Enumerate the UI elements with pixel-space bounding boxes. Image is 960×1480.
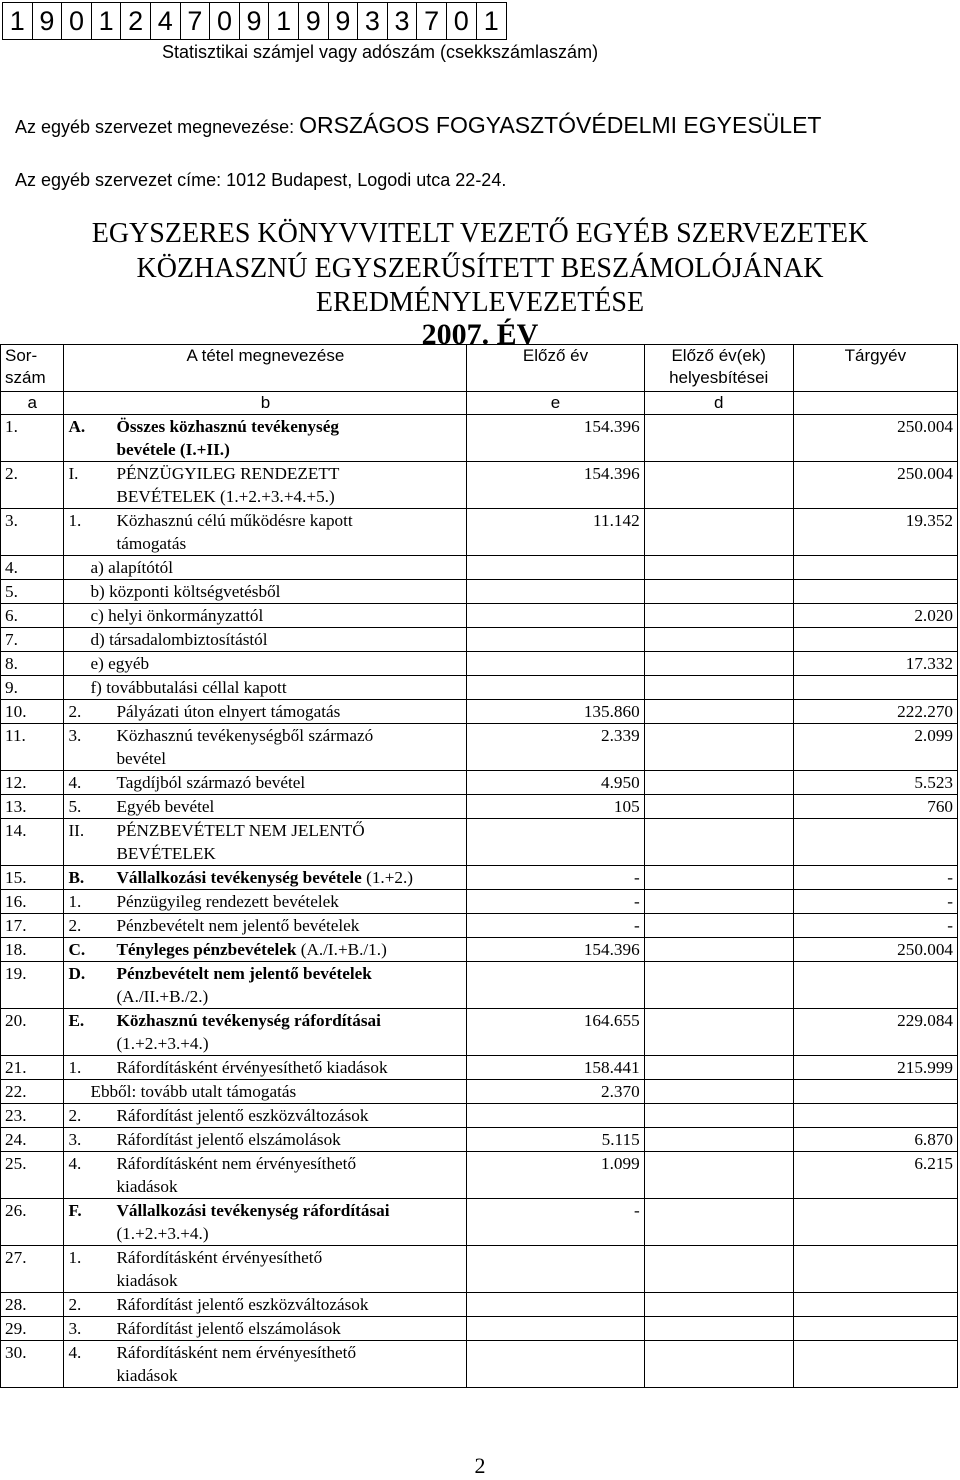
row-item-index: I. bbox=[68, 464, 79, 483]
row-value-cur: 2.099 bbox=[793, 724, 957, 771]
row-number: 30. bbox=[1, 1341, 64, 1388]
org-address-value: 1012 Budapest, Logodi utca 22-24. bbox=[226, 170, 507, 190]
table-row bbox=[1, 1293, 958, 1317]
row-item-text: Vállalkozási tevékenység bevétele bbox=[116, 868, 362, 887]
row-item-name bbox=[64, 819, 467, 866]
row-value-corr bbox=[644, 938, 793, 962]
row-value-prev: - bbox=[467, 890, 644, 914]
tax-id-caption: Statisztikai számjel vagy adószám (csekkszámlaszám) bbox=[161, 42, 599, 62]
table-row bbox=[1, 1246, 958, 1293]
tax-id-digit: 7 bbox=[417, 3, 447, 39]
row-item-text: PÉNZÜGYILEG RENDEZETT bbox=[116, 464, 340, 483]
row-value-prev bbox=[467, 580, 644, 604]
row-item-continuation: BEVÉTELEK bbox=[116, 844, 216, 863]
org-address-line bbox=[15, 170, 506, 191]
tax-id-digit: 3 bbox=[358, 3, 388, 39]
row-value-corr bbox=[644, 724, 793, 771]
table-row bbox=[1, 1009, 958, 1056]
table-row bbox=[1, 914, 958, 938]
row-item-index: 4. bbox=[68, 1154, 82, 1173]
row-value-cur bbox=[793, 580, 957, 604]
row-number: 12. bbox=[1, 771, 64, 795]
row-number: 21. bbox=[1, 1056, 64, 1080]
row-value-cur: 17.332 bbox=[793, 652, 957, 676]
table-row bbox=[1, 652, 958, 676]
row-item-name bbox=[64, 700, 467, 724]
row-value-prev: 158.441 bbox=[467, 1056, 644, 1080]
row-item-text: Pénzbevételt nem jelentő bevételek bbox=[116, 964, 372, 983]
row-item-name bbox=[64, 676, 467, 700]
org-name-value: ORSZÁGOS FOGYASZTÓVÉDELMI EGYESÜLET bbox=[299, 112, 822, 138]
row-value-cur: 6.870 bbox=[793, 1128, 957, 1152]
table-row bbox=[1, 724, 958, 771]
row-item-index: 1. bbox=[68, 1248, 82, 1267]
row-item-name bbox=[64, 604, 467, 628]
row-item-name bbox=[64, 914, 467, 938]
row-number: 3. bbox=[1, 509, 64, 556]
row-value-corr bbox=[644, 1056, 793, 1080]
org-name-line bbox=[15, 112, 821, 139]
row-item-text: Egyéb bevétel bbox=[116, 797, 215, 816]
row-value-cur bbox=[793, 628, 957, 652]
table-row bbox=[1, 604, 958, 628]
row-item-name bbox=[64, 652, 467, 676]
row-value-prev: 5.115 bbox=[467, 1128, 644, 1152]
header-sorszam: Sor- szám bbox=[1, 345, 64, 392]
row-value-prev: 105 bbox=[467, 795, 644, 819]
row-item-index: A. bbox=[68, 417, 86, 436]
row-item-name bbox=[64, 866, 467, 890]
row-number: 19. bbox=[1, 962, 64, 1009]
row-value-cur bbox=[793, 1317, 957, 1341]
row-value-cur bbox=[793, 1080, 957, 1104]
row-item-index: 3. bbox=[68, 1319, 82, 1338]
tax-id-digit: 0 bbox=[210, 3, 240, 39]
tax-id-digit: 1 bbox=[92, 3, 122, 39]
row-item-name bbox=[64, 938, 467, 962]
row-number: 27. bbox=[1, 1246, 64, 1293]
table-row bbox=[1, 795, 958, 819]
row-item-name bbox=[64, 415, 467, 462]
table-row bbox=[1, 1128, 958, 1152]
row-value-corr bbox=[644, 1246, 793, 1293]
tax-id-digit: 1 bbox=[3, 3, 33, 39]
row-item-text: Közhasznú célú működésre kapott bbox=[116, 511, 353, 530]
row-value-corr bbox=[644, 962, 793, 1009]
row-item-text: Tagdíjból származó bevétel bbox=[116, 773, 306, 792]
row-number: 4. bbox=[1, 556, 64, 580]
letter-empty bbox=[793, 392, 957, 415]
row-item-index: 1. bbox=[68, 511, 82, 530]
tax-id-digit: 2 bbox=[121, 3, 151, 39]
row-value-corr bbox=[644, 1341, 793, 1388]
row-value-prev bbox=[467, 1317, 644, 1341]
table-row bbox=[1, 1199, 958, 1246]
row-value-corr bbox=[644, 914, 793, 938]
table-row bbox=[1, 890, 958, 914]
row-item-text: Ráfordításként nem érvényesíthető bbox=[116, 1343, 357, 1362]
row-item-index: 2. bbox=[68, 1106, 82, 1125]
row-item-name bbox=[64, 580, 467, 604]
row-item-index: E. bbox=[68, 1011, 85, 1030]
row-value-corr bbox=[644, 795, 793, 819]
row-value-prev: 2.370 bbox=[467, 1080, 644, 1104]
row-value-prev: 2.339 bbox=[467, 724, 644, 771]
row-value-corr bbox=[644, 580, 793, 604]
row-item-continuation: kiadások bbox=[116, 1366, 178, 1385]
row-value-prev bbox=[467, 604, 644, 628]
letter-e: e bbox=[467, 392, 644, 415]
row-value-corr bbox=[644, 819, 793, 866]
row-number: 1. bbox=[1, 415, 64, 462]
row-item-text: c) helyi önkormányzattól bbox=[90, 606, 264, 625]
row-item-name bbox=[64, 795, 467, 819]
row-number: 23. bbox=[1, 1104, 64, 1128]
row-number: 6. bbox=[1, 604, 64, 628]
row-value-cur: - bbox=[793, 890, 957, 914]
row-value-corr bbox=[644, 890, 793, 914]
row-item-name bbox=[64, 1009, 467, 1056]
row-value-prev: 135.860 bbox=[467, 700, 644, 724]
row-value-prev: - bbox=[467, 914, 644, 938]
row-item-text: e) egyéb bbox=[90, 654, 150, 673]
row-item-index: 5. bbox=[68, 797, 82, 816]
row-number: 16. bbox=[1, 890, 64, 914]
row-value-cur: 19.352 bbox=[793, 509, 957, 556]
row-item-index: 2. bbox=[68, 916, 82, 935]
row-number: 11. bbox=[1, 724, 64, 771]
row-item-name bbox=[64, 890, 467, 914]
row-item-name bbox=[64, 1104, 467, 1128]
row-item-text: Ráfordításként érvényesíthető kiadások bbox=[116, 1058, 388, 1077]
row-value-cur: 250.004 bbox=[793, 415, 957, 462]
org-name-label: Az egyéb szervezet megnevezése: bbox=[15, 117, 295, 137]
row-value-cur bbox=[793, 1246, 957, 1293]
row-number: 9. bbox=[1, 676, 64, 700]
table-row bbox=[1, 628, 958, 652]
row-value-prev bbox=[467, 676, 644, 700]
row-item-name bbox=[64, 771, 467, 795]
row-value-cur: 6.215 bbox=[793, 1152, 957, 1199]
row-value-prev bbox=[467, 556, 644, 580]
table-row bbox=[1, 1152, 958, 1199]
tax-id-digit: 0 bbox=[447, 3, 477, 39]
page-number: 2 bbox=[474, 1453, 486, 1478]
row-value-prev: 154.396 bbox=[467, 462, 644, 509]
table-row bbox=[1, 962, 958, 1009]
row-item-index: 1. bbox=[68, 1058, 82, 1077]
tax-id-digit: 1 bbox=[483, 6, 499, 36]
row-value-prev bbox=[467, 1341, 644, 1388]
row-item-suffix: (A./I.+B./1.) bbox=[296, 940, 387, 959]
row-item-text: Tényleges pénzbevételek bbox=[116, 940, 297, 959]
row-value-corr bbox=[644, 1293, 793, 1317]
row-item-text: Vállalkozási tevékenység ráfordításai bbox=[116, 1201, 390, 1220]
row-number: 29. bbox=[1, 1317, 64, 1341]
table-row bbox=[1, 556, 958, 580]
row-value-corr bbox=[644, 628, 793, 652]
row-number: 26. bbox=[1, 1199, 64, 1246]
table-row bbox=[1, 1104, 958, 1128]
row-number: 13. bbox=[1, 795, 64, 819]
row-item-index: 2. bbox=[68, 1295, 82, 1314]
row-value-corr bbox=[644, 866, 793, 890]
row-number: 2. bbox=[1, 462, 64, 509]
row-value-cur: 250.004 bbox=[793, 462, 957, 509]
row-item-index: 2. bbox=[68, 702, 82, 721]
row-item-continuation: (1.+2.+3.+4.) bbox=[116, 1224, 209, 1243]
row-value-prev: 154.396 bbox=[467, 415, 644, 462]
row-number: 17. bbox=[1, 914, 64, 938]
tax-id-digit: 7 bbox=[181, 3, 211, 39]
row-item-continuation: bevétel bbox=[116, 749, 167, 768]
row-item-continuation: kiadások bbox=[116, 1177, 178, 1196]
row-item-text: Pályázati úton elnyert támogatás bbox=[116, 702, 341, 721]
table-row bbox=[1, 580, 958, 604]
row-item-continuation: BEVÉTELEK (1.+2.+3.+4.+5.) bbox=[116, 487, 335, 506]
row-number: 7. bbox=[1, 628, 64, 652]
row-item-name bbox=[64, 1152, 467, 1199]
row-number: 20. bbox=[1, 1009, 64, 1056]
table-row bbox=[1, 866, 958, 890]
row-value-prev bbox=[467, 1293, 644, 1317]
row-item-text: Közhasznú tevékenységből származó bbox=[116, 726, 374, 745]
row-value-prev: 154.396 bbox=[467, 938, 644, 962]
row-value-corr bbox=[644, 1152, 793, 1199]
row-item-name bbox=[64, 962, 467, 1009]
row-item-index: B. bbox=[68, 868, 85, 887]
row-item-text: PÉNZBEVÉTELT NEM JELENTŐ bbox=[116, 821, 365, 840]
report-title-line-1: EGYSZERES KÖNYVVITELT VEZETŐ EGYÉB SZERVEZETEK bbox=[91, 218, 869, 249]
row-value-cur: 2.020 bbox=[793, 604, 957, 628]
row-value-cur bbox=[793, 1293, 957, 1317]
tax-id-digit: 9 bbox=[33, 3, 63, 39]
row-number: 18. bbox=[1, 938, 64, 962]
table-row bbox=[1, 700, 958, 724]
row-item-text: Ráfordítást jelentő eszközváltozások bbox=[116, 1295, 369, 1314]
row-value-corr bbox=[644, 652, 793, 676]
row-item-index: II. bbox=[68, 821, 85, 840]
row-item-index: 3. bbox=[68, 726, 82, 745]
row-value-cur: 5.523 bbox=[793, 771, 957, 795]
row-value-corr bbox=[644, 1080, 793, 1104]
row-value-prev bbox=[467, 628, 644, 652]
row-item-text: a) alapítótól bbox=[90, 558, 174, 577]
row-value-corr bbox=[644, 1317, 793, 1341]
tax-id-digit: 3 bbox=[388, 3, 418, 39]
row-value-corr bbox=[644, 771, 793, 795]
tax-id-digit: 9 bbox=[299, 3, 329, 39]
row-item-suffix: (1.+2.) bbox=[361, 868, 414, 887]
letter-a: a bbox=[1, 392, 64, 415]
row-value-corr bbox=[644, 415, 793, 462]
row-number: 5. bbox=[1, 580, 64, 604]
row-item-name bbox=[64, 509, 467, 556]
row-item-index: 4. bbox=[68, 1343, 82, 1362]
header-previous-year: Előző év bbox=[467, 345, 644, 392]
row-item-name bbox=[64, 1341, 467, 1388]
row-value-cur bbox=[793, 1104, 957, 1128]
row-value-prev: - bbox=[467, 866, 644, 890]
tax-id-digit: 1 bbox=[269, 3, 299, 39]
report-title-line-3: EREDMÉNYLEVEZETÉSE bbox=[315, 287, 645, 318]
row-value-corr bbox=[644, 1009, 793, 1056]
row-number: 15. bbox=[1, 866, 64, 890]
report-year: 2007. ÉV bbox=[421, 318, 539, 351]
row-value-cur: 760 bbox=[793, 795, 957, 819]
row-value-cur bbox=[793, 676, 957, 700]
letter-d: d bbox=[644, 392, 793, 415]
row-item-index: 3. bbox=[68, 1130, 82, 1149]
row-value-corr bbox=[644, 1199, 793, 1246]
row-item-name bbox=[64, 1080, 467, 1104]
table-row bbox=[1, 938, 958, 962]
row-item-text: Ráfordítást jelentő eszközváltozások bbox=[116, 1106, 369, 1125]
row-value-cur: 250.004 bbox=[793, 938, 957, 962]
row-item-text: Pénzügyileg rendezett bevételek bbox=[116, 892, 339, 911]
row-item-name bbox=[64, 1293, 467, 1317]
tax-id-digit: 9 bbox=[329, 3, 359, 39]
row-item-text: Ráfordítást jelentő elszámolások bbox=[116, 1319, 341, 1338]
row-item-continuation: (1.+2.+3.+4.) bbox=[116, 1034, 209, 1053]
row-item-name bbox=[64, 1317, 467, 1341]
table-row bbox=[1, 1056, 958, 1080]
tax-id-boxes bbox=[2, 2, 507, 40]
row-item-name bbox=[64, 556, 467, 580]
row-number: 14. bbox=[1, 819, 64, 866]
row-item-name bbox=[64, 628, 467, 652]
row-item-continuation: kiadások bbox=[116, 1271, 178, 1290]
row-item-index: 1. bbox=[68, 892, 82, 911]
table-row bbox=[1, 415, 958, 462]
row-item-text: Összes közhasznú tevékenység bbox=[116, 417, 339, 436]
row-item-name bbox=[64, 1246, 467, 1293]
row-value-prev: 164.655 bbox=[467, 1009, 644, 1056]
tax-id-digit: 4 bbox=[151, 3, 181, 39]
report-title-line-2: KÖZHASZNÚ EGYSZERŰSÍTETT BESZÁMOLÓJÁNAK bbox=[136, 253, 824, 284]
header-item-name: A tétel megnevezése bbox=[64, 345, 467, 392]
row-item-name bbox=[64, 724, 467, 771]
row-number: 25. bbox=[1, 1152, 64, 1199]
row-value-cur: 215.999 bbox=[793, 1056, 957, 1080]
row-value-corr bbox=[644, 604, 793, 628]
row-number: 28. bbox=[1, 1293, 64, 1317]
row-value-prev bbox=[467, 1246, 644, 1293]
row-item-text: Ráfordításként nem érvényesíthető bbox=[116, 1154, 357, 1173]
income-statement-table bbox=[0, 344, 958, 1388]
row-value-prev: 4.950 bbox=[467, 771, 644, 795]
row-value-corr bbox=[644, 1104, 793, 1128]
row-item-name bbox=[64, 1056, 467, 1080]
row-value-cur: 229.084 bbox=[793, 1009, 957, 1056]
row-number: 8. bbox=[1, 652, 64, 676]
org-address-label: Az egyéb szervezet címe: bbox=[15, 170, 222, 190]
tax-id-digit: 9 bbox=[240, 3, 270, 39]
row-value-cur bbox=[793, 1341, 957, 1388]
row-value-corr bbox=[644, 556, 793, 580]
row-item-text: Pénzbevételt nem jelentő bevételek bbox=[116, 916, 360, 935]
row-item-text: f) továbbutalási céllal kapott bbox=[90, 678, 287, 697]
tax-id-digit: 0 bbox=[62, 3, 92, 39]
table-letter-row bbox=[1, 392, 958, 415]
row-value-cur bbox=[793, 1199, 957, 1246]
row-item-text: b) központi költségvetésből bbox=[90, 582, 281, 601]
row-value-cur: - bbox=[793, 866, 957, 890]
row-item-index: C. bbox=[68, 940, 86, 959]
table-row bbox=[1, 1317, 958, 1341]
table-row bbox=[1, 771, 958, 795]
row-item-name bbox=[64, 1199, 467, 1246]
header-current-year: Tárgyév bbox=[793, 345, 957, 392]
row-item-text: Közhasznú tevékenység ráfordításai bbox=[116, 1011, 381, 1030]
row-value-prev: 1.099 bbox=[467, 1152, 644, 1199]
row-value-prev: - bbox=[467, 1199, 644, 1246]
row-value-cur bbox=[793, 962, 957, 1009]
table-row bbox=[1, 462, 958, 509]
row-value-prev bbox=[467, 1104, 644, 1128]
row-value-corr bbox=[644, 676, 793, 700]
row-value-cur bbox=[793, 819, 957, 866]
row-value-corr bbox=[644, 462, 793, 509]
row-value-prev bbox=[467, 962, 644, 1009]
row-item-index: D. bbox=[68, 964, 86, 983]
table-row bbox=[1, 676, 958, 700]
header-corrections: Előző év(ek) helyesbítései bbox=[644, 345, 793, 392]
row-item-text: Ebből: tovább utalt támogatás bbox=[90, 1082, 297, 1101]
table-row bbox=[1, 819, 958, 866]
row-value-corr bbox=[644, 1128, 793, 1152]
row-value-prev: 11.142 bbox=[467, 509, 644, 556]
row-item-name bbox=[64, 462, 467, 509]
letter-b: b bbox=[64, 392, 467, 415]
row-value-corr bbox=[644, 509, 793, 556]
row-number: 22. bbox=[1, 1080, 64, 1104]
row-value-cur bbox=[793, 556, 957, 580]
row-item-text: Ráfordításként érvényesíthető bbox=[116, 1248, 323, 1267]
row-value-cur: - bbox=[793, 914, 957, 938]
row-value-corr bbox=[644, 700, 793, 724]
table-row bbox=[1, 1341, 958, 1388]
row-number: 10. bbox=[1, 700, 64, 724]
table-row bbox=[1, 1080, 958, 1104]
row-value-cur: 222.270 bbox=[793, 700, 957, 724]
row-item-continuation: (A./II.+B./2.) bbox=[116, 987, 209, 1006]
row-value-prev bbox=[467, 819, 644, 866]
table-header-row bbox=[1, 345, 958, 392]
row-value-prev bbox=[467, 652, 644, 676]
row-item-text: d) társadalombiztosítástól bbox=[90, 630, 268, 649]
row-item-index: F. bbox=[68, 1201, 82, 1220]
row-item-index: 4. bbox=[68, 773, 82, 792]
row-item-continuation: bevétele (I.+II.) bbox=[116, 440, 230, 459]
row-item-continuation: támogatás bbox=[116, 534, 187, 553]
row-item-text: Ráfordítást jelentő elszámolások bbox=[116, 1130, 341, 1149]
row-number: 24. bbox=[1, 1128, 64, 1152]
row-item-name bbox=[64, 1128, 467, 1152]
table-row bbox=[1, 509, 958, 556]
